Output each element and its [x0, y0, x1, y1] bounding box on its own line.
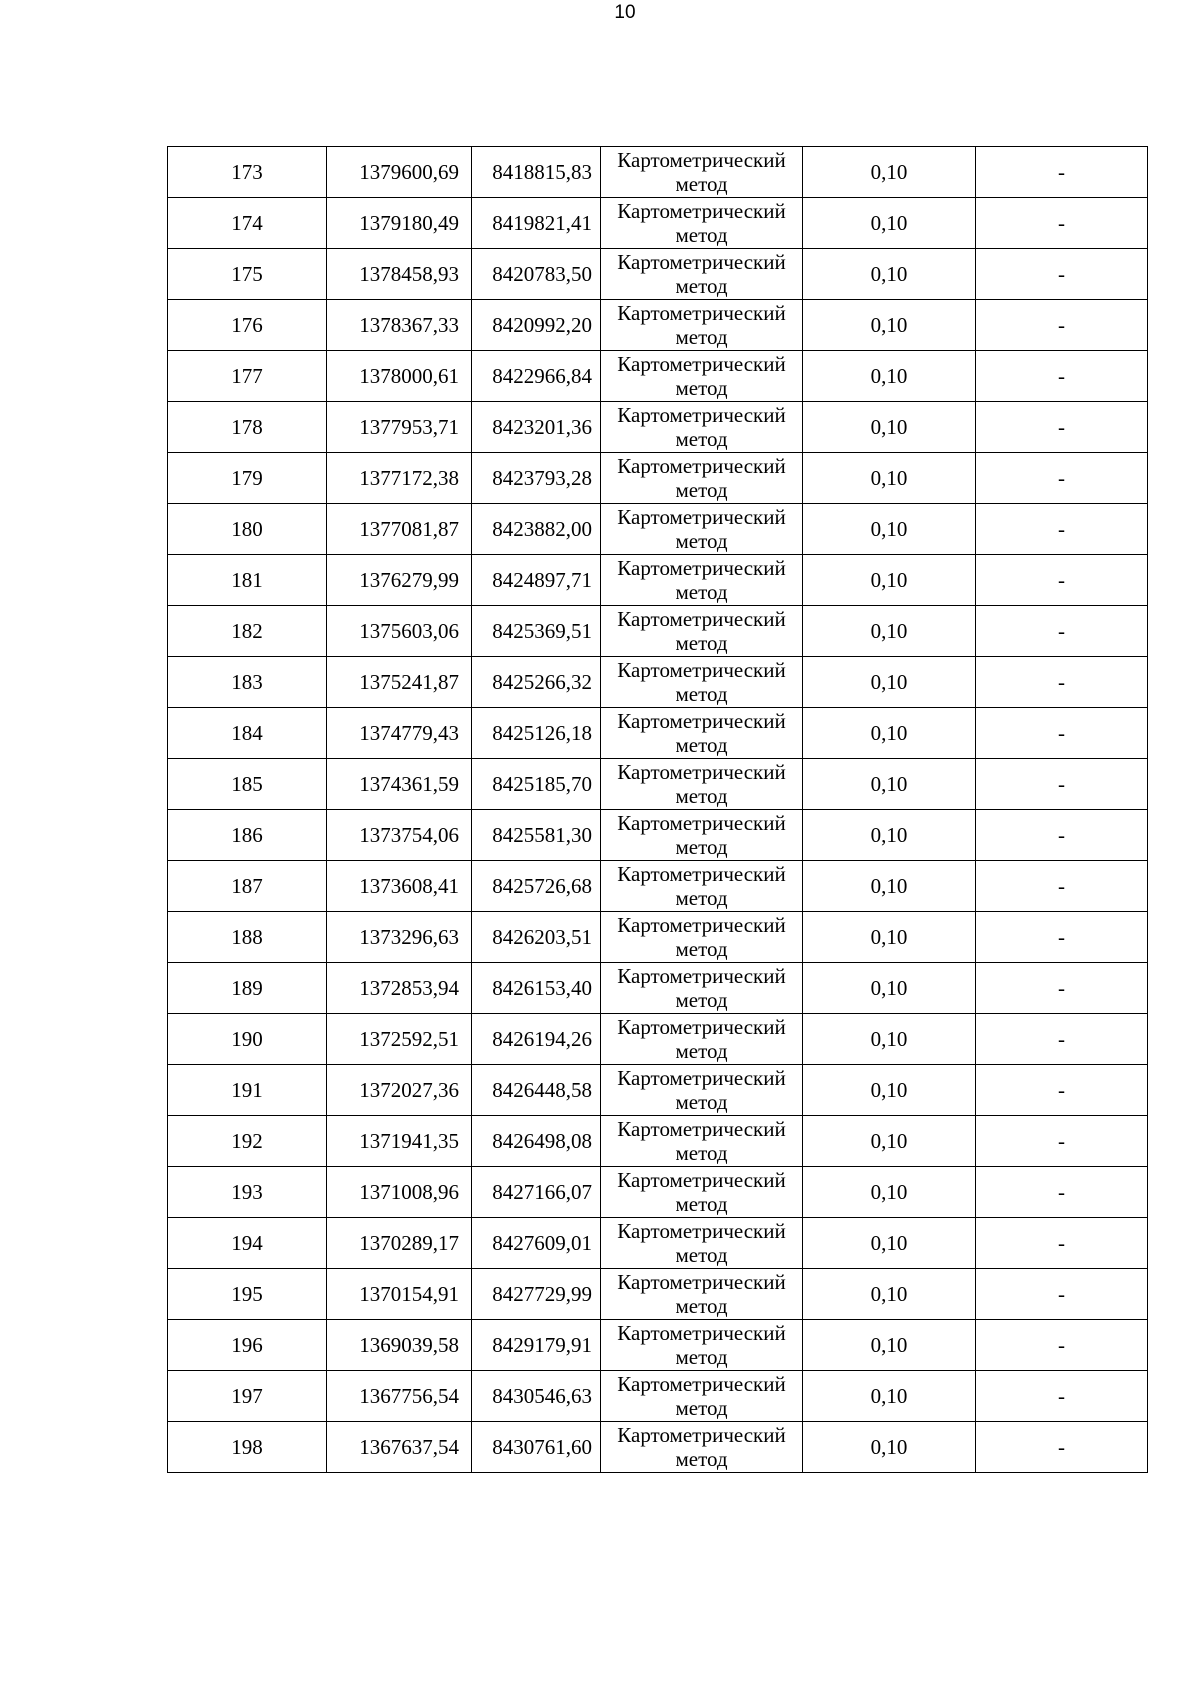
accuracy-cell: 0,10: [803, 249, 976, 300]
method-label-line2: метод: [675, 1141, 728, 1165]
x-coordinate-cell: 1371008,96: [327, 1167, 472, 1218]
method-cell: [601, 861, 803, 912]
accuracy-cell: 0,10: [803, 147, 976, 198]
extra-cell: -: [976, 912, 1148, 963]
accuracy-cell: 0,10: [803, 810, 976, 861]
y-coordinate-cell: 8426448,58: [472, 1065, 601, 1116]
table-row: [168, 1320, 1148, 1371]
method-label-line1: Картометрический: [617, 403, 786, 427]
method-cell: [601, 249, 803, 300]
y-coordinate-cell: 8424897,71: [472, 555, 601, 606]
table-row: [168, 912, 1148, 963]
accuracy-cell: 0,10: [803, 351, 976, 402]
method-label-line2: метод: [675, 325, 728, 349]
table-row: [168, 606, 1148, 657]
point-number-cell: 187: [168, 861, 327, 912]
method-label-line1: Картометрический: [617, 1015, 786, 1039]
method-cell: [601, 1116, 803, 1167]
accuracy-cell: 0,10: [803, 759, 976, 810]
extra-cell: -: [976, 1065, 1148, 1116]
method-label-line1: Картометрический: [617, 148, 786, 172]
method-label-line1: Картометрический: [617, 811, 786, 835]
x-coordinate-cell: 1379600,69: [327, 147, 472, 198]
extra-cell: -: [976, 810, 1148, 861]
method-cell: [601, 198, 803, 249]
point-number-cell: 194: [168, 1218, 327, 1269]
extra-cell: -: [976, 1269, 1148, 1320]
table-row: [168, 759, 1148, 810]
method-label-line1: Картометрический: [617, 658, 786, 682]
table-row: [168, 1269, 1148, 1320]
method-label-line2: метод: [675, 172, 728, 196]
point-number-cell: 185: [168, 759, 327, 810]
method-cell: [601, 1269, 803, 1320]
method-label-line2: метод: [675, 835, 728, 859]
x-coordinate-cell: 1377953,71: [327, 402, 472, 453]
y-coordinate-cell: 8425126,18: [472, 708, 601, 759]
y-coordinate-cell: 8423201,36: [472, 402, 601, 453]
table-row: [168, 249, 1148, 300]
method-cell: [601, 1065, 803, 1116]
table-row: [168, 708, 1148, 759]
table-row: [168, 810, 1148, 861]
extra-cell: -: [976, 453, 1148, 504]
x-coordinate-cell: 1371941,35: [327, 1116, 472, 1167]
accuracy-cell: 0,10: [803, 555, 976, 606]
y-coordinate-cell: 8427609,01: [472, 1218, 601, 1269]
method-cell: [601, 1167, 803, 1218]
method-label-line2: метод: [675, 427, 728, 451]
y-coordinate-cell: 8425266,32: [472, 657, 601, 708]
x-coordinate-cell: 1375603,06: [327, 606, 472, 657]
table-row: [168, 402, 1148, 453]
point-number-cell: 193: [168, 1167, 327, 1218]
y-coordinate-cell: 8426203,51: [472, 912, 601, 963]
accuracy-cell: 0,10: [803, 198, 976, 249]
method-label-line2: метод: [675, 274, 728, 298]
accuracy-cell: 0,10: [803, 1371, 976, 1422]
extra-cell: -: [976, 606, 1148, 657]
extra-cell: -: [976, 300, 1148, 351]
method-cell: [601, 1014, 803, 1065]
y-coordinate-cell: 8425581,30: [472, 810, 601, 861]
accuracy-cell: 0,10: [803, 453, 976, 504]
point-number-cell: 196: [168, 1320, 327, 1371]
x-coordinate-cell: 1377172,38: [327, 453, 472, 504]
accuracy-cell: 0,10: [803, 1320, 976, 1371]
point-number-cell: 190: [168, 1014, 327, 1065]
method-label-line2: метод: [675, 223, 728, 247]
y-coordinate-cell: 8429179,91: [472, 1320, 601, 1371]
x-coordinate-cell: 1373754,06: [327, 810, 472, 861]
extra-cell: -: [976, 351, 1148, 402]
method-label-line1: Картометрический: [617, 1168, 786, 1192]
point-number-cell: 184: [168, 708, 327, 759]
point-number-cell: 174: [168, 198, 327, 249]
extra-cell: -: [976, 555, 1148, 606]
extra-cell: -: [976, 249, 1148, 300]
table-row: [168, 555, 1148, 606]
accuracy-cell: 0,10: [803, 1065, 976, 1116]
y-coordinate-cell: 8418815,83: [472, 147, 601, 198]
method-cell: [601, 402, 803, 453]
accuracy-cell: 0,10: [803, 504, 976, 555]
x-coordinate-cell: 1370289,17: [327, 1218, 472, 1269]
point-number-cell: 176: [168, 300, 327, 351]
extra-cell: -: [976, 504, 1148, 555]
accuracy-cell: 0,10: [803, 606, 976, 657]
y-coordinate-cell: 8426153,40: [472, 963, 601, 1014]
accuracy-cell: 0,10: [803, 1116, 976, 1167]
y-coordinate-cell: 8430761,60: [472, 1422, 601, 1473]
method-cell: [601, 657, 803, 708]
x-coordinate-cell: 1372027,36: [327, 1065, 472, 1116]
y-coordinate-cell: 8430546,63: [472, 1371, 601, 1422]
accuracy-cell: 0,10: [803, 708, 976, 759]
table-row: [168, 198, 1148, 249]
method-cell: [601, 1422, 803, 1473]
point-number-cell: 192: [168, 1116, 327, 1167]
extra-cell: -: [976, 147, 1148, 198]
extra-cell: -: [976, 1014, 1148, 1065]
y-coordinate-cell: 8426194,26: [472, 1014, 601, 1065]
table-row: [168, 1014, 1148, 1065]
extra-cell: -: [976, 1218, 1148, 1269]
method-label-line1: Картометрический: [617, 454, 786, 478]
extra-cell: -: [976, 963, 1148, 1014]
table-row: [168, 1116, 1148, 1167]
y-coordinate-cell: 8419821,41: [472, 198, 601, 249]
method-label-line1: Картометрический: [617, 1066, 786, 1090]
method-label-line1: Картометрический: [617, 862, 786, 886]
method-label-line1: Картометрический: [617, 760, 786, 784]
method-label-line2: метод: [675, 631, 728, 655]
extra-cell: -: [976, 402, 1148, 453]
point-number-cell: 198: [168, 1422, 327, 1473]
method-label-line1: Картометрический: [617, 505, 786, 529]
table-row: [168, 1065, 1148, 1116]
point-number-cell: 191: [168, 1065, 327, 1116]
y-coordinate-cell: 8423882,00: [472, 504, 601, 555]
x-coordinate-cell: 1379180,49: [327, 198, 472, 249]
method-label-line1: Картометрический: [617, 1321, 786, 1345]
page-number: 10: [614, 2, 636, 23]
method-label-line1: Картометрический: [617, 301, 786, 325]
x-coordinate-cell: 1369039,58: [327, 1320, 472, 1371]
y-coordinate-cell: 8427166,07: [472, 1167, 601, 1218]
method-label-line2: метод: [675, 733, 728, 757]
accuracy-cell: 0,10: [803, 300, 976, 351]
table-row: [168, 504, 1148, 555]
point-number-cell: 197: [168, 1371, 327, 1422]
extra-cell: -: [976, 198, 1148, 249]
method-cell: [601, 300, 803, 351]
point-number-cell: 189: [168, 963, 327, 1014]
method-cell: [601, 912, 803, 963]
accuracy-cell: 0,10: [803, 657, 976, 708]
method-label-line2: метод: [675, 529, 728, 553]
point-number-cell: 180: [168, 504, 327, 555]
extra-cell: -: [976, 861, 1148, 912]
coordinates-table-body: [168, 147, 1148, 1473]
method-cell: [601, 708, 803, 759]
table-row: [168, 1371, 1148, 1422]
x-coordinate-cell: 1374361,59: [327, 759, 472, 810]
method-label-line1: Картометрический: [617, 1372, 786, 1396]
accuracy-cell: 0,10: [803, 861, 976, 912]
point-number-cell: 195: [168, 1269, 327, 1320]
method-cell: [601, 504, 803, 555]
y-coordinate-cell: 8420783,50: [472, 249, 601, 300]
method-label-line1: Картометрический: [617, 199, 786, 223]
accuracy-cell: 0,10: [803, 912, 976, 963]
method-label-line2: метод: [675, 478, 728, 502]
point-number-cell: 183: [168, 657, 327, 708]
method-label-line1: Картометрический: [617, 1117, 786, 1141]
method-cell: [601, 555, 803, 606]
method-cell: [601, 606, 803, 657]
method-label-line1: Картометрический: [617, 709, 786, 733]
table-row: [168, 963, 1148, 1014]
method-label-line2: метод: [675, 937, 728, 961]
accuracy-cell: 0,10: [803, 963, 976, 1014]
method-label-line2: метод: [675, 682, 728, 706]
accuracy-cell: 0,10: [803, 1167, 976, 1218]
method-cell: [601, 1371, 803, 1422]
extra-cell: -: [976, 708, 1148, 759]
table-row: [168, 657, 1148, 708]
x-coordinate-cell: 1378367,33: [327, 300, 472, 351]
method-label-line2: метод: [675, 376, 728, 400]
y-coordinate-cell: 8426498,08: [472, 1116, 601, 1167]
extra-cell: -: [976, 759, 1148, 810]
method-label-line1: Картометрический: [617, 352, 786, 376]
extra-cell: -: [976, 1116, 1148, 1167]
table-row: [168, 1167, 1148, 1218]
table-row: [168, 861, 1148, 912]
point-number-cell: 186: [168, 810, 327, 861]
method-label-line1: Картометрический: [617, 556, 786, 580]
method-cell: [601, 147, 803, 198]
extra-cell: -: [976, 1320, 1148, 1371]
x-coordinate-cell: 1372853,94: [327, 963, 472, 1014]
y-coordinate-cell: 8427729,99: [472, 1269, 601, 1320]
method-label-line1: Картометрический: [617, 964, 786, 988]
x-coordinate-cell: 1370154,91: [327, 1269, 472, 1320]
x-coordinate-cell: 1374779,43: [327, 708, 472, 759]
accuracy-cell: 0,10: [803, 402, 976, 453]
x-coordinate-cell: 1367637,54: [327, 1422, 472, 1473]
point-number-cell: 182: [168, 606, 327, 657]
method-label-line1: Картометрический: [617, 607, 786, 631]
method-label-line2: метод: [675, 580, 728, 604]
point-number-cell: 175: [168, 249, 327, 300]
method-label-line2: метод: [675, 1447, 728, 1471]
table-row: [168, 1218, 1148, 1269]
table-row: [168, 300, 1148, 351]
method-label-line2: метод: [675, 784, 728, 808]
coordinates-table: [167, 146, 1148, 1473]
method-label-line2: метод: [675, 1396, 728, 1420]
method-label-line2: метод: [675, 1090, 728, 1114]
point-number-cell: 177: [168, 351, 327, 402]
x-coordinate-cell: 1378000,61: [327, 351, 472, 402]
method-label-line1: Картометрический: [617, 1270, 786, 1294]
extra-cell: -: [976, 1167, 1148, 1218]
point-number-cell: 179: [168, 453, 327, 504]
method-label-line2: метод: [675, 1243, 728, 1267]
method-label-line1: Картометрический: [617, 250, 786, 274]
accuracy-cell: 0,10: [803, 1014, 976, 1065]
method-label-line2: метод: [675, 886, 728, 910]
accuracy-cell: 0,10: [803, 1269, 976, 1320]
y-coordinate-cell: 8420992,20: [472, 300, 601, 351]
method-cell: [601, 351, 803, 402]
x-coordinate-cell: 1372592,51: [327, 1014, 472, 1065]
method-cell: [601, 1320, 803, 1371]
accuracy-cell: 0,10: [803, 1422, 976, 1473]
method-label-line2: метод: [675, 1192, 728, 1216]
extra-cell: -: [976, 657, 1148, 708]
method-label-line1: Картометрический: [617, 1423, 786, 1447]
x-coordinate-cell: 1373296,63: [327, 912, 472, 963]
x-coordinate-cell: 1377081,87: [327, 504, 472, 555]
method-cell: [601, 810, 803, 861]
method-label-line1: Картометрический: [617, 1219, 786, 1243]
method-label-line2: метод: [675, 1039, 728, 1063]
point-number-cell: 181: [168, 555, 327, 606]
method-label-line1: Картометрический: [617, 913, 786, 937]
method-cell: [601, 1218, 803, 1269]
point-number-cell: 188: [168, 912, 327, 963]
extra-cell: -: [976, 1422, 1148, 1473]
x-coordinate-cell: 1367756,54: [327, 1371, 472, 1422]
x-coordinate-cell: 1376279,99: [327, 555, 472, 606]
y-coordinate-cell: 8425726,68: [472, 861, 601, 912]
y-coordinate-cell: 8425369,51: [472, 606, 601, 657]
method-cell: [601, 963, 803, 1014]
method-label-line2: метод: [675, 988, 728, 1012]
method-label-line2: метод: [675, 1294, 728, 1318]
table-row: [168, 453, 1148, 504]
table-row: [168, 1422, 1148, 1473]
point-number-cell: 173: [168, 147, 327, 198]
x-coordinate-cell: 1378458,93: [327, 249, 472, 300]
accuracy-cell: 0,10: [803, 1218, 976, 1269]
method-cell: [601, 759, 803, 810]
method-label-line2: метод: [675, 1345, 728, 1369]
y-coordinate-cell: 8423793,28: [472, 453, 601, 504]
table-row: [168, 351, 1148, 402]
method-cell: [601, 453, 803, 504]
table-row: [168, 147, 1148, 198]
y-coordinate-cell: 8425185,70: [472, 759, 601, 810]
y-coordinate-cell: 8422966,84: [472, 351, 601, 402]
point-number-cell: 178: [168, 402, 327, 453]
x-coordinate-cell: 1373608,41: [327, 861, 472, 912]
extra-cell: -: [976, 1371, 1148, 1422]
x-coordinate-cell: 1375241,87: [327, 657, 472, 708]
